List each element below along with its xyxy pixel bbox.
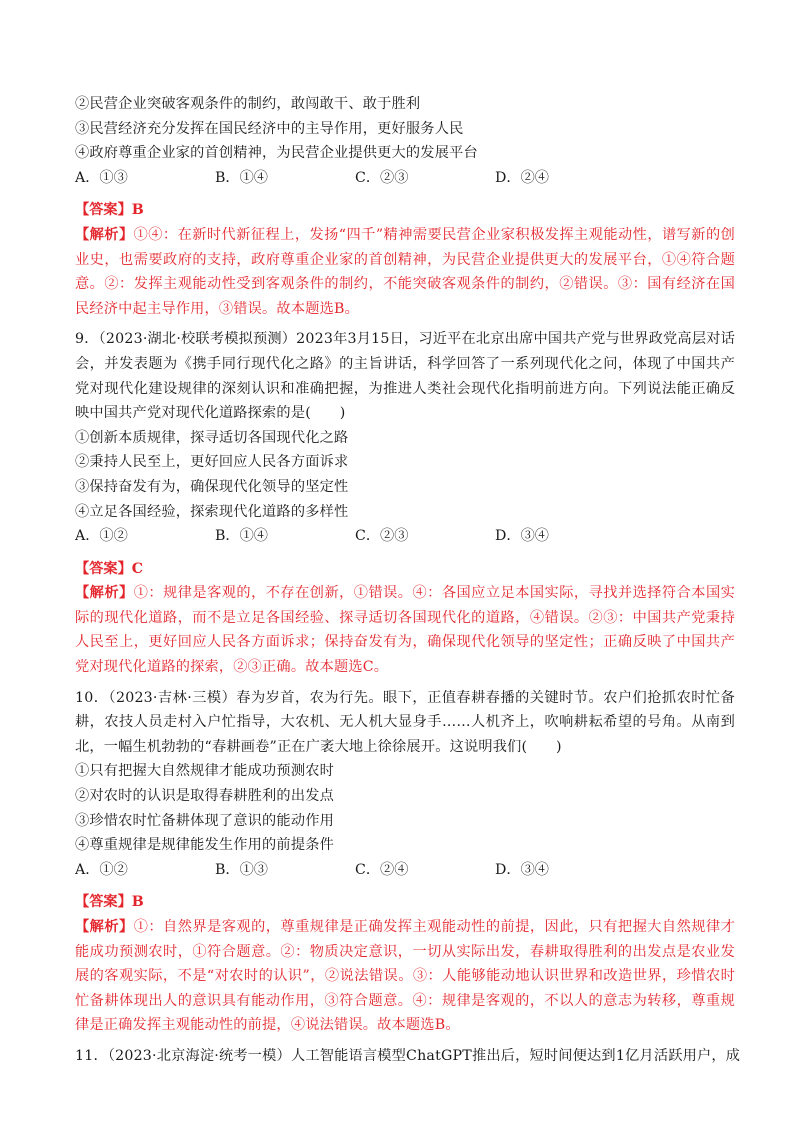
option-d: D．③④ (495, 528, 549, 545)
question-8 (75, 92, 735, 321)
answer-options (75, 858, 735, 883)
document-page (75, 92, 741, 1069)
choice-item: ③珍惜农时忙备耕体现了意识的能动作用 (75, 812, 334, 829)
option-c: C．②④ (355, 861, 409, 878)
choice-item: ④政府尊重企业家的首创精神，为民营企业提供更大的发展平台 (75, 145, 478, 162)
option-a: A．①② (75, 861, 128, 878)
answer-line (75, 198, 735, 223)
analysis-text: ①④：在新时代新征程上，发扬“四千”精神需要民营企业家积极发挥主观能动性，谱写新的创业史，也需要政府的支持，政府尊重企业家的首创精神，为民营企业提供更大的发展平台，①④符合题意。②：发挥主观能动性受到客观条件的制约，不能突破客观条件的制约，②错误。③：国有经济在国民经济中起主导作用，③错误。故本题选B。 (75, 226, 735, 317)
answer-value: B (131, 894, 144, 911)
choice-item: ③保持奋发有为，确保现代化领导的坚定性 (75, 478, 349, 495)
question-stem: 10．（2023·吉林·三模）春为岁首，农为行先。眼下，正值春耕春播的关键时节。农户们抢抓农时忙备耕，农技人员走村入户忙指导，大农机、无人机大显身手……人机齐上，吹响耕耘希望的号角。从南到北，一幅生机勃勃的“春耕画卷”正在广袤大地上徐徐展开。这说明我们( ) (75, 689, 735, 755)
analysis-label: 【解析】 (75, 226, 134, 243)
question-11 (75, 1044, 741, 1069)
analysis-block (75, 581, 735, 679)
answer-label: 【答案】 (75, 202, 132, 219)
choice-item: ③民营经济充分发挥在国民经济中的主导作用，更好服务人民 (75, 120, 464, 137)
analysis-label: 【解析】 (75, 919, 134, 935)
analysis-label: 【解析】 (75, 585, 134, 602)
option-c: C．②③ (355, 169, 409, 186)
answer-value: B (131, 202, 144, 219)
choice-item: ④立足各国经验，探索现代化道路的多样性 (75, 503, 349, 520)
option-b: B．①④ (215, 528, 268, 545)
choice-item: ②对农时的认识是取得春耕胜利的出发点 (75, 788, 334, 805)
choice-item: ①创新本质规律，探寻适切各国现代化之路 (75, 429, 349, 446)
choice-item: ④尊重规律是规律能发生作用的前提条件 (75, 837, 334, 854)
choice-item: ②民营企业突破客观条件的制约，敢闯敢干、敢于胜利 (75, 96, 421, 112)
answer-line (75, 557, 735, 582)
answer-label: 【答案】 (75, 894, 132, 911)
answer-line (75, 890, 735, 915)
option-d: D．②④ (495, 169, 549, 186)
question-9 (75, 327, 735, 679)
option-d: D．③④ (495, 861, 549, 878)
analysis-text: ①：自然界是客观的，尊重规律是正确发挥主观能动性的前提，因此，只有把握大自然规律才能成功预测农时，①符合题意。②：物质决定意识，一切从实际出发，春耕取得胜利的出发点是农业发展的客观实际，不是“对农时的认识”，②说法错误。③：人能够能动地认识世界和改造世界，珍惜农时忙备耕体现出人的意识具有能动作用，③符合题意。④：规律是客观的，不以人的意志为转移，尊重规律是正确发挥主观能动性的前提，④说法错误。故本题选B。 (75, 919, 735, 1034)
choice-item: ①只有把握大自然规律才能成功预测农时 (75, 763, 334, 780)
analysis-text: ①：规律是客观的，不存在创新，①错误。④：各国应立足本国实际，寻找并选择符合本国实际的现代化道路，而不是立足各国经验、探寻适切各国现代化的道路，④错误。②③：中国共产党秉持人民至上，更好回应人民各方面诉求；保持奋发有为，确保现代化领导的坚定性；正确反映了中国共产党对现代化道路的探索，②③正确。故本题选C。 (75, 585, 735, 676)
analysis-block (75, 223, 735, 321)
option-a: A．①② (75, 528, 128, 545)
choice-item: ②秉持人民至上，更好回应人民各方面诉求 (75, 454, 349, 471)
question-10 (75, 686, 735, 1038)
option-b: B．①④ (215, 169, 268, 186)
option-a: A．①③ (75, 169, 128, 186)
question-stem: 11．（2023·北京海淀·统考一模）人工智能语言模型ChatGPT推出后，短时间便达到1亿月活跃用户，成 (75, 1047, 741, 1064)
option-c: C．②③ (355, 528, 409, 545)
answer-options (75, 524, 735, 549)
option-b: B．①③ (215, 861, 268, 878)
answer-options (75, 166, 735, 191)
answer-value: C (131, 560, 144, 577)
answer-label: 【答案】 (75, 560, 132, 577)
analysis-block (75, 915, 735, 1038)
question-stem: 9．（2023·湖北·校联考模拟预测）2023年3月15日，习近平在北京出席中国共产党与世界政党高层对话会，并发表题为《携手同行现代化之路》的主旨讲话，科学回答了一系列现代化之问，体现了中国共产党对现代化建设规律的深刻认识和准确把握，为推进人类社会现代化指明前进方向。下列说法能正确反映中国共产党对现代化道路探索的是( ) (75, 331, 735, 422)
